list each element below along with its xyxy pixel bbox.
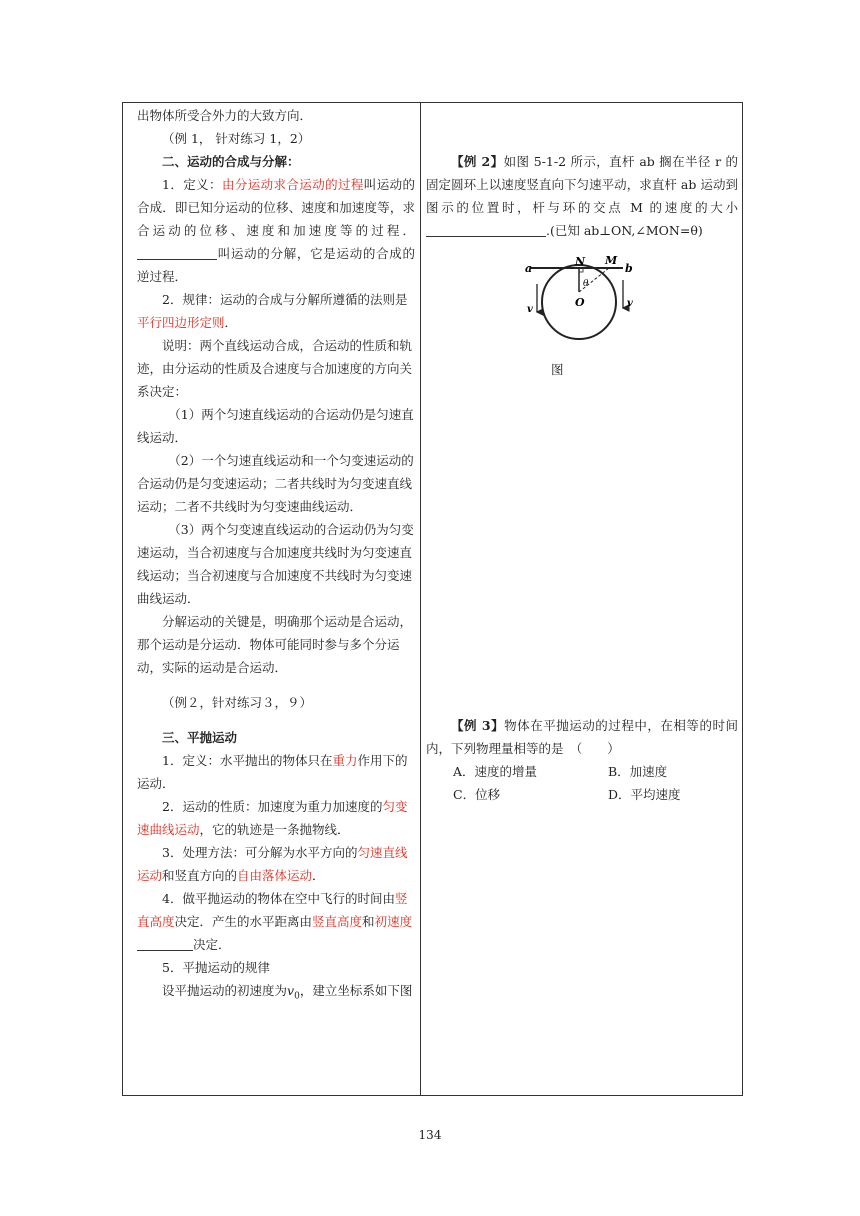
ring-rod-diagram — [523, 250, 643, 350]
intro-line: 出物体所受合外力的大致方向． — [137, 108, 313, 123]
left-column — [137, 104, 415, 1009]
key-para: 分解运动的关键是，明确那个运动是合运动，那个运动是分运动．物体可能同时参与多个分运动，实际的运动是合运动． — [137, 614, 413, 675]
blank-line — [137, 245, 217, 260]
definition-para: 1．定义：由分运动求合运动的过程叫运动的合成．即已知分运动的位移、速度和加速度等，求合运动的位移、速度和加速度等的过程．叫运动的分解，它是运动的合成的逆过程． — [137, 177, 415, 284]
parabolic-law-title: 5．平抛运动的规律 — [162, 960, 270, 975]
option-a: A．速度的增量 — [453, 764, 538, 779]
rule-para: 2．规律：运动的合成与分解所遵循的法则是平行四边形定则． — [137, 292, 408, 330]
options-grid — [426, 760, 738, 806]
section-3-title: 三、平抛运动 — [162, 730, 238, 745]
option-c: C．位移 — [453, 787, 501, 802]
label-O: O — [575, 296, 585, 309]
label-b: b — [625, 262, 633, 275]
figure-caption: 图 — [551, 362, 564, 377]
option-d: D．平均速度 — [608, 787, 681, 802]
parabolic-method: 3．处理方法：可分解为水平方向的匀速直线运动和竖直方向的自由落体运动． — [137, 845, 408, 883]
parabolic-setup: 设平抛运动的初速度为$v_0$，建立坐标系如下图 — [162, 983, 413, 1002]
answer-blank — [426, 222, 546, 237]
label-v-right: v — [627, 298, 633, 309]
example-ref-1: （例 1， 针对练习 1，2） — [162, 131, 311, 146]
option-b: B．加速度 — [608, 764, 668, 779]
label-v-left: v — [527, 304, 533, 315]
parabolic-def: 1．定义：水平抛出的物体只在重力作用下的运动． — [137, 753, 408, 791]
label-a: a — [525, 262, 533, 275]
label-theta: θ — [583, 279, 589, 289]
example-ref-2: （例２，针对练习３，９） — [162, 695, 313, 710]
parabolic-nature: 2．运动的性质：加速度为重力加速度的匀变速曲线运动，它的轨迹是一条抛物线． — [137, 799, 408, 837]
section-2-title: 二、运动的合成与分解： — [162, 154, 300, 169]
parabolic-time: 4．做平抛运动的物体在空中飞行的时间由竖直高度决定．产生的水平距离由竖直高度和初速度 决定． — [137, 891, 413, 952]
label-N: N — [575, 255, 586, 268]
page-number: 134 — [418, 1128, 442, 1142]
column-divider — [420, 102, 421, 1096]
blank-line — [137, 936, 193, 951]
case-2: （2）一个匀速直线运动和一个匀变速运动的合运动仍是匀变速运动；二者共线时为匀变速直线运动；二者不共线时为匀变速曲线运动． — [137, 453, 414, 514]
right-column — [426, 104, 738, 806]
case-3: （3）两个匀变速直线运动的合运动仍为匀变速运动，当合初速度与合加速度共线时为匀变速直线运动；当合初速度与合加速度不共线时为匀变速曲线运动． — [137, 522, 414, 606]
example-3: 【例 3】物体在平抛运动的过程中，在相等的时间内，下列物理量相等的是 （ ） — [426, 718, 738, 756]
case-1: （1）两个匀速直线运动的合运动仍是匀速直线运动． — [137, 407, 414, 445]
example-2: 【例 2】如图 5-1-2 所示，直杆 ab 搁在半径 r 的固定圆环上以速度竖直向下匀速平动，求直杆 ab 运动到图示的位置时，杆与环的交点 M 的速度的大小.(已知 ab⊥ON,∠MON=θ) — [426, 154, 739, 238]
note-para: 说明：两个直线运动合成，合运动的性质和轨迹，由分运动的性质及合速度与合加速度的方向关系决定： — [137, 338, 413, 399]
label-M: M — [605, 254, 618, 267]
